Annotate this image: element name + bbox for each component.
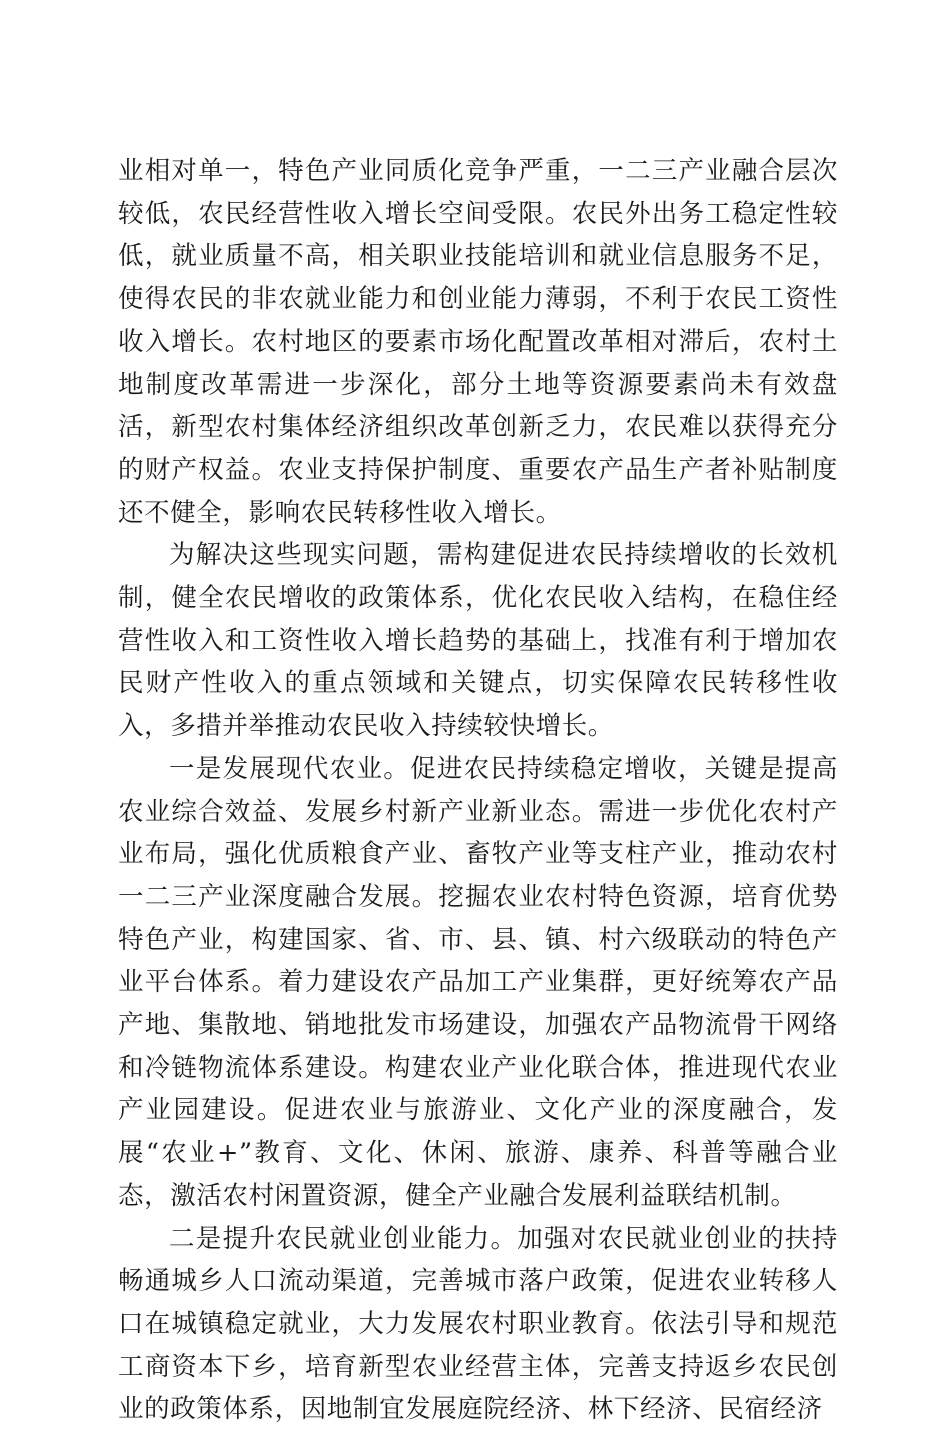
paragraph-3: 一是发展现代农业。促进农民持续稳定增收，关键是提高农业综合效益、发展乡村新产业新业态。需进一步优化农村产业布局，强化优质粮食产业、畜牧产业等支柱产业，推动农村一二三产业深度融合发展。挖掘农业农村特色资源，培育优势特色产业，构建国家、省、市、县、镇、村六级联动的特色产业平台体系。着力建设农产品加工产业集群，更好统筹农产品产地、集散地、销地批发市场建设，加强农产品物流骨干网络和冷链物流体系建设。构建农业产业化联合体，推进现代农业产业园建设。促进农业与旅游业、文化产业的深度融合，发展“农业+”教育、文化、休闲、旅游、康养、科普等融合业态，激活农村闲置资源，健全产业融合发展利益联结机制。 bbox=[118, 753, 838, 1211]
paragraph-4: 二是提升农民就业创业能力。加强对农民就业创业的扶持畅通城乡人口流动渠道，完善城市落户政策，促进农业转移人口在城镇稳定就业，大力发展农村职业教育。依法引导和规范工商资本下乡，培育新型农业经营主体，完善支持返乡农民创业的政策体系，因地制宜发展庭院经济、林下经济、民宿经济 bbox=[118, 1223, 838, 1425]
paragraph-2: 为解决这些现实问题，需构建促进农民持续增收的长效机制，健全农民增收的政策体系，优化农民收入结构，在稳住经营性收入和工资性收入增长趋势的基础上，找准有利于增加农民财产性收入的重点领域和关键点，切实保障农民转移性收入，多措并举推动农民收入持续较快增长。 bbox=[118, 540, 838, 742]
document-body bbox=[118, 150, 838, 1431]
paragraph-1: 业相对单一，特色产业同质化竞争严重，一二三产业融合层次较低，农民经营性收入增长空间受限。农民外出务工稳定性较低，就业质量不高，相关职业技能培训和就业信息服务不足，使得农民的非农就业能力和创业能力薄弱，不利于农民工资性收入增长。农村地区的要素市场化配置改革相对滞后，农村土地制度改革需进一步深化，部分土地等资源要素尚未有效盘活，新型农村集体经济组织改革创新乏力，农民难以获得充分的财产权益。农业支持保护制度、重要农产品生产者补贴制度还不健全，影响农民转移性收入增长。 bbox=[118, 156, 838, 528]
